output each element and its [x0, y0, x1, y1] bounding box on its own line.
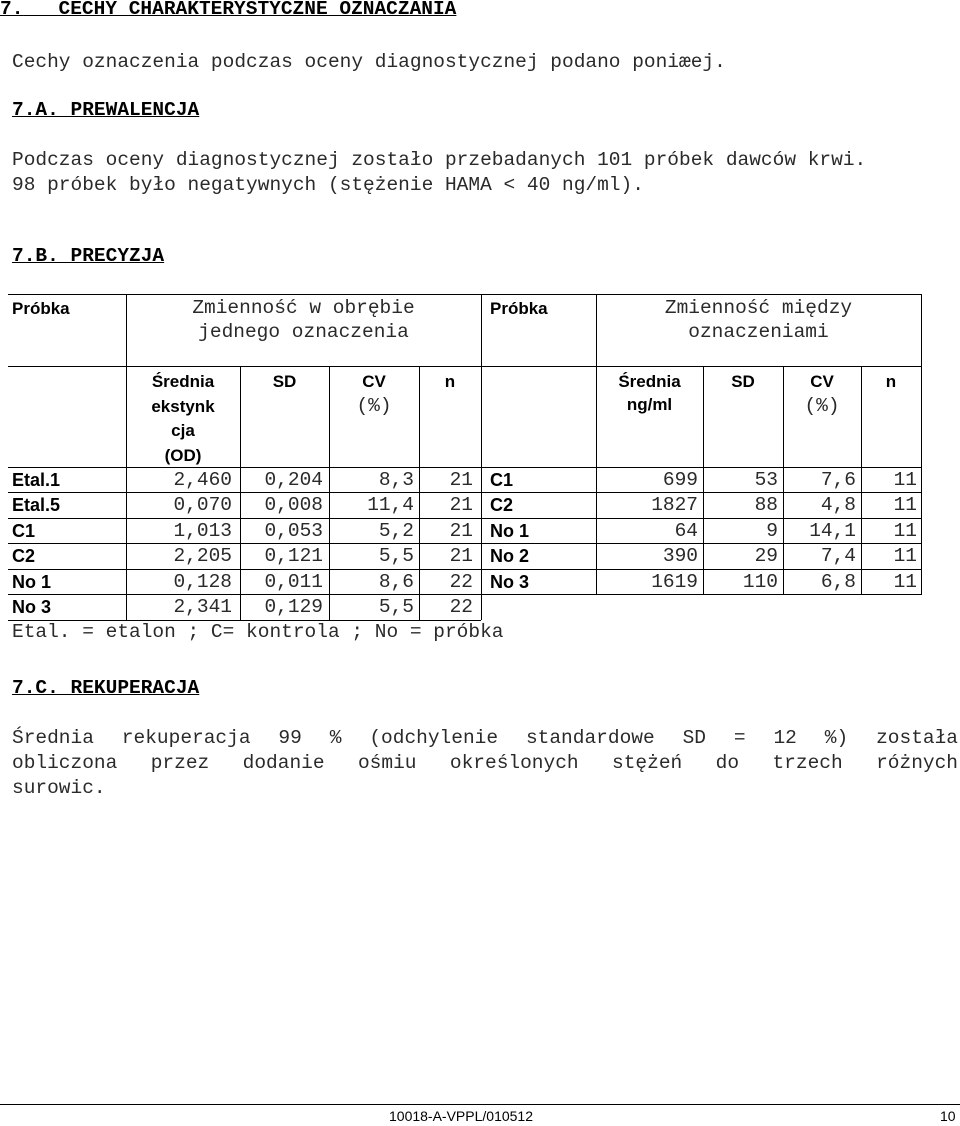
row-1-left-n: 21 — [449, 469, 473, 491]
header-within-run-line-2: jednego oznaczenia — [198, 321, 409, 343]
row-2-left-sd: 0,008 — [264, 494, 323, 516]
section-7-title: CECHY CHARAKTERYSTYCZNE OZNACZANIA — [58, 0, 457, 20]
row-5-right-mean: 1619 — [651, 571, 698, 593]
row-2-right-n: 11 — [893, 494, 917, 516]
subheader-right-cv-line-1: CV — [810, 372, 834, 391]
table-legend: Etal. = etalon ; C= kontrola ; No = próbka — [12, 621, 504, 643]
row-3-right-n: 11 — [893, 520, 917, 542]
row-2-right-mean: 1827 — [651, 494, 698, 516]
row-3-right-sd: 9 — [766, 520, 778, 542]
subheader-right-mean-line-2: ng/ml — [626, 395, 673, 414]
intro-text: Cechy oznaczenia podczas oceny diagnostycznej podano poniæej. — [12, 51, 726, 73]
row-5-left-cv: 8,6 — [378, 571, 414, 593]
row-4-left-cv: 5,5 — [378, 545, 414, 567]
row-1-left-sample: Etal.1 — [12, 470, 61, 490]
section-a-heading: 7.A. PREWALENCJA — [12, 99, 200, 121]
subheader-left-mean-line-2: ekstynk — [151, 397, 215, 416]
row-1-left-sd: 0,204 — [264, 469, 323, 491]
row-2-left-sample: Etal.5 — [12, 495, 61, 515]
row-2-left-cv: 11,4 — [367, 494, 414, 516]
row-2-right-sd: 88 — [754, 494, 778, 516]
row-6-left-mean: 2,341 — [173, 596, 232, 618]
row-1-right-mean: 699 — [662, 469, 698, 491]
row-2-right-cv: 4,8 — [820, 494, 856, 516]
subheader-left-cv-line-1: CV — [362, 372, 386, 391]
row-5-left-n: 22 — [449, 571, 473, 593]
row-5-right-n: 11 — [893, 571, 917, 593]
footer-divider — [0, 1104, 960, 1105]
section-c-line-1: Średnia rekuperacja 99 % (odchylenie standardowe SD = 12 %) została — [12, 727, 958, 749]
row-4-right-sample: No 2 — [490, 546, 530, 566]
row-2-left-mean: 0,070 — [173, 494, 232, 516]
row-4-right-sd: 29 — [754, 545, 778, 567]
section-c-line-3: surowic. — [12, 777, 106, 799]
row-3-left-sample: C1 — [12, 521, 36, 541]
row-5-right-sd: 110 — [742, 571, 778, 593]
subheader-right-mean-line-1: Średnia — [618, 372, 681, 391]
row-5-left-sample: No 1 — [12, 572, 52, 592]
row-1-right-n: 11 — [893, 469, 917, 491]
subheader-left-sd: SD — [272, 372, 297, 391]
row-5-left-mean: 0,128 — [173, 571, 232, 593]
subheader-left-cv-line-2: (%) — [356, 395, 392, 417]
row-3-right-cv: 14,1 — [809, 520, 856, 542]
footer-page-number: 10 — [940, 1108, 956, 1124]
subheader-left-n: n — [444, 372, 456, 391]
row-6-left-sd: 0,129 — [264, 596, 323, 618]
row-4-right-n: 11 — [893, 545, 917, 567]
section-c-heading: 7.C. REKUPERACJA — [12, 677, 200, 699]
section-7-number: 7. — [0, 0, 24, 20]
section-a-line-1: Podczas oceny diagnostycznej zostało przebadanych 101 próbek dawców krwi. — [12, 149, 867, 171]
row-3-right-mean: 64 — [674, 520, 698, 542]
row-2-left-n: 21 — [449, 494, 473, 516]
section-7-heading — [0, 0, 456, 21]
row-1-right-cv: 7,6 — [820, 469, 856, 491]
row-4-left-sample: C2 — [12, 546, 36, 566]
row-3-left-cv: 5,2 — [378, 520, 414, 542]
section-a-line-2: 98 próbek było negatywnych (stężenie HAMA < 40 ng/ml). — [12, 174, 644, 196]
header-sample-right: Próbka — [490, 299, 548, 318]
row-1-left-mean: 2,460 — [173, 469, 232, 491]
header-between-run-line-2: oznaczeniami — [688, 321, 829, 343]
row-6-left-n: 22 — [449, 596, 473, 618]
row-3-left-mean: 1,013 — [173, 520, 232, 542]
row-3-left-sd: 0,053 — [264, 520, 323, 542]
row-3-left-n: 21 — [449, 520, 473, 542]
subheader-right-n: n — [885, 372, 897, 391]
row-1-left-cv: 8,3 — [378, 469, 414, 491]
subheader-left-mean-line-4: (OD) — [164, 446, 202, 465]
footer-doc-code: 10018-A-VPPL/010512 — [389, 1108, 533, 1124]
row-5-left-sd: 0,011 — [264, 571, 323, 593]
subheader-right-cv-line-2: (%) — [804, 395, 840, 417]
section-b-heading: 7.B. PRECYZJA — [12, 245, 165, 267]
row-4-right-mean: 390 — [662, 545, 698, 567]
row-6-left-cv: 5,5 — [378, 596, 414, 618]
row-4-left-mean: 2,205 — [173, 545, 232, 567]
row-1-right-sample: C1 — [490, 470, 514, 490]
section-c-line-2: obliczona przez dodanie ośmiu określonych stężeń do trzech różnych — [12, 752, 958, 774]
row-5-right-sample: No 3 — [490, 572, 530, 592]
subheader-left-mean-line-3: cja — [171, 421, 195, 440]
header-sample-left: Próbka — [12, 299, 70, 318]
row-3-right-sample: No 1 — [490, 521, 530, 541]
subheader-right-sd: SD — [731, 372, 755, 391]
header-between-run-line-1: Zmienność między — [664, 297, 853, 319]
subheader-left-mean-line-1: Średnia — [151, 372, 215, 391]
row-4-right-cv: 7,4 — [820, 545, 856, 567]
row-1-right-sd: 53 — [754, 469, 778, 491]
row-4-left-n: 21 — [449, 545, 473, 567]
row-6-left-sample: No 3 — [12, 597, 52, 617]
row-5-right-cv: 6,8 — [820, 571, 856, 593]
header-within-run-line-1: Zmienność w obrębie — [192, 297, 415, 319]
row-4-left-sd: 0,121 — [264, 545, 323, 567]
row-2-right-sample: C2 — [490, 495, 514, 515]
